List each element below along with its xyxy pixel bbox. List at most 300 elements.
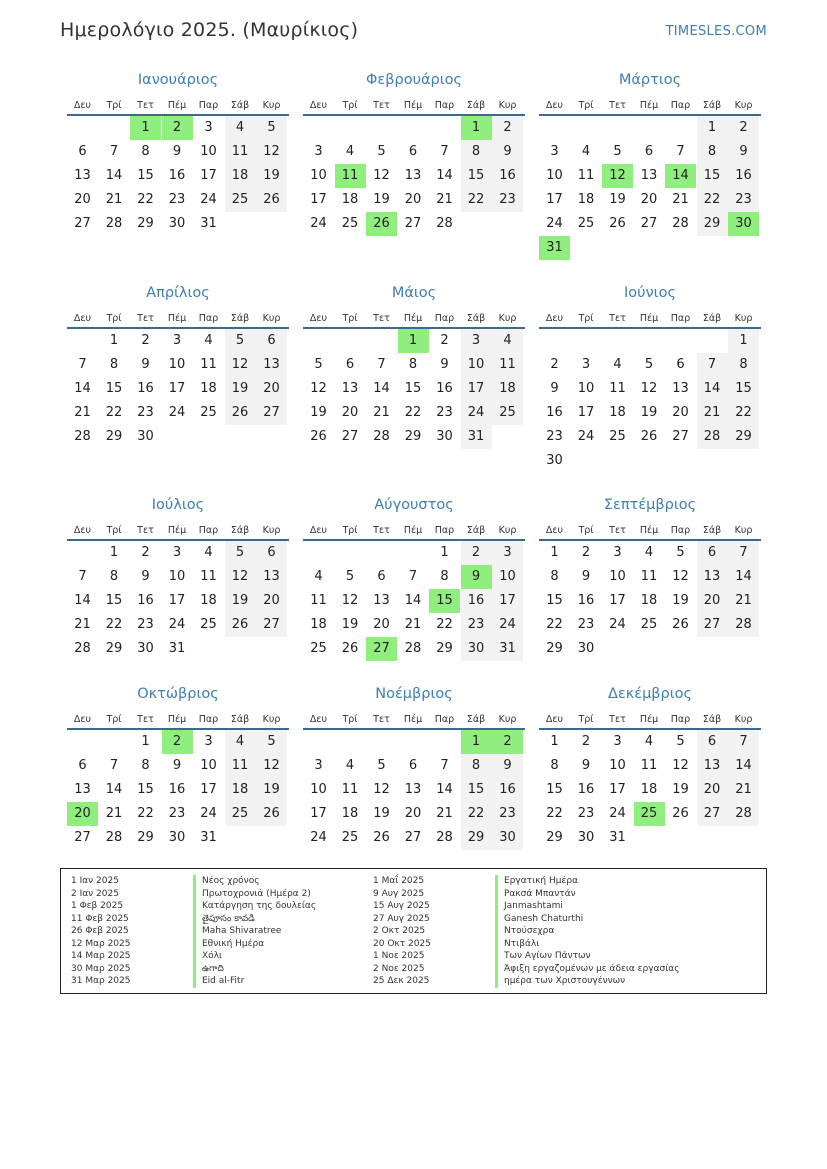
day-cell: 20 — [256, 377, 287, 401]
day-cell: 10 — [461, 353, 492, 377]
weekday-label: Τετ — [609, 714, 626, 725]
day-cell: 14 — [436, 168, 453, 183]
day-cell: 18 — [577, 192, 595, 207]
legend-holiday-name: Νέος χρόνος — [193, 875, 259, 888]
holiday-day-cell: 30 — [728, 212, 759, 236]
day-cell: 18 — [341, 806, 359, 821]
days-grid — [539, 329, 761, 477]
day-cell: 29 — [105, 429, 123, 444]
weekday-label: Τρί — [342, 525, 358, 536]
day-cell: 2 — [141, 333, 150, 348]
day-cell: 27 — [640, 216, 658, 231]
day-cell: 9 — [141, 357, 150, 372]
weekday-header — [539, 100, 761, 116]
day-cell: 23 — [492, 188, 523, 212]
day-cell: 25 — [341, 830, 359, 845]
day-cell: 2 — [581, 734, 591, 749]
day-cell: 11 — [200, 357, 217, 372]
weekday-label: Δευ — [309, 525, 328, 536]
day-cell: 5 — [377, 144, 386, 159]
day-cell: 18 — [341, 192, 359, 207]
legend-holiday-name: Ντούσεχρα — [495, 925, 554, 938]
day-cell: 31 — [200, 830, 217, 845]
weekday-label: Παρ — [434, 714, 455, 725]
day-cell: 28 — [672, 216, 689, 231]
day-cell: 15 — [137, 782, 154, 797]
day-cell: 19 — [609, 192, 626, 207]
day-cell: 8 — [109, 569, 119, 584]
day-cell: 5 — [314, 357, 323, 372]
day-cell: 19 — [256, 164, 287, 188]
day-cell: 18 — [310, 617, 327, 632]
day-cell: 3 — [613, 734, 622, 749]
legend-date: 12 Μαρ 2025 — [71, 938, 131, 949]
day-cell: 3 — [204, 734, 213, 749]
day-cell: 26 — [256, 802, 287, 826]
day-cell: 22 — [546, 617, 563, 632]
day-cell: 26 — [640, 429, 658, 444]
legend-date: 26 Φεβ 2025 — [71, 926, 129, 936]
day-cell: 7 — [109, 758, 119, 773]
day-cell: 9 — [172, 144, 182, 159]
day-cell: 30 — [168, 216, 186, 231]
weekday-label: Τετ — [373, 714, 390, 725]
legend-date: 31 Μαρ 2025 — [71, 976, 131, 986]
day-cell: 4 — [581, 144, 591, 159]
day-cell: 26 — [310, 429, 327, 444]
weekday-label: Πέμ — [639, 313, 659, 324]
day-cell: 13 — [404, 168, 422, 183]
weekday-label: Παρ — [198, 313, 219, 324]
day-cell: 24 — [577, 429, 595, 444]
day-cell: 10 — [310, 168, 327, 183]
day-cell: 14 — [105, 782, 123, 797]
day-cell: 3 — [314, 144, 323, 159]
day-cell: 15 — [105, 593, 123, 608]
day-cell: 11 — [577, 168, 595, 183]
day-cell: 28 — [105, 216, 123, 231]
day-cell: 28 — [728, 613, 759, 637]
month-name: Μάιος — [391, 285, 437, 301]
day-cell: 24 — [546, 216, 563, 231]
day-cell: 15 — [546, 593, 563, 608]
legend-date: 9 Αυγ 2025 — [373, 888, 425, 899]
day-cell: 8 — [728, 353, 759, 377]
weekday-label: Πέμ — [403, 100, 423, 111]
month-name: Ιανουάριος — [137, 72, 219, 88]
day-cell: 28 — [105, 830, 123, 845]
month-name: Ιούλιος — [151, 497, 205, 513]
day-cell: 13 — [697, 565, 728, 589]
day-cell: 18 — [225, 778, 256, 802]
day-cell: 23 — [436, 405, 453, 420]
day-cell: 24 — [492, 613, 523, 637]
weekday-label: Σάβ — [466, 100, 486, 111]
weekday-label: Δευ — [309, 714, 328, 725]
weekday-label: Πέμ — [639, 714, 659, 725]
day-cell: 1 — [440, 545, 449, 560]
day-cell: 2 — [440, 333, 449, 348]
day-cell: 5 — [256, 116, 287, 140]
day-cell: 8 — [141, 144, 150, 159]
day-cell: 8 — [440, 569, 449, 584]
days-grid — [539, 730, 761, 878]
day-cell: 25 — [225, 802, 256, 826]
weekday-label: Κυρ — [734, 714, 753, 725]
weekday-label: Πέμ — [639, 100, 659, 111]
holiday-day-cell: 2 — [162, 116, 193, 140]
day-cell: 29 — [461, 826, 492, 850]
day-cell: 13 — [256, 565, 287, 589]
weekday-label: Σάβ — [466, 525, 486, 536]
weekday-label: Τετ — [137, 100, 154, 111]
weekday-label: Τετ — [137, 714, 154, 725]
day-cell: 10 — [310, 782, 327, 797]
days-grid — [303, 116, 525, 264]
day-cell: 7 — [109, 144, 119, 159]
month-name: Ιούνιος — [624, 285, 676, 301]
weekday-label: Παρ — [670, 313, 691, 324]
day-cell: 21 — [672, 192, 689, 207]
day-cell: 20 — [74, 192, 91, 207]
day-cell: 8 — [550, 569, 559, 584]
weekday-header — [303, 714, 525, 730]
day-cell: 26 — [373, 830, 390, 845]
day-cell: 10 — [200, 758, 217, 773]
day-cell: 6 — [78, 144, 87, 159]
day-cell: 4 — [204, 333, 213, 348]
day-cell: 12 — [225, 565, 256, 589]
holiday-legend — [60, 868, 767, 994]
day-cell: 8 — [461, 754, 492, 778]
day-cell: 27 — [697, 613, 728, 637]
legend-date: 20 Οκτ 2025 — [373, 938, 431, 949]
day-cell: 22 — [105, 405, 123, 420]
day-cell: 7 — [728, 730, 759, 754]
day-cell: 22 — [728, 401, 759, 425]
weekday-label: Σάβ — [466, 714, 486, 725]
day-cell: 29 — [728, 425, 759, 449]
day-cell: 23 — [728, 188, 759, 212]
weekday-label: Τρί — [578, 313, 594, 324]
days-grid — [67, 730, 289, 878]
day-cell: 25 — [200, 405, 217, 420]
day-cell: 4 — [613, 357, 622, 372]
day-cell: 16 — [546, 405, 563, 420]
day-cell: 16 — [436, 381, 453, 396]
weekday-label: Σάβ — [230, 313, 250, 324]
day-cell: 8 — [109, 357, 119, 372]
day-cell: 5 — [225, 541, 256, 565]
day-cell: 12 — [373, 168, 390, 183]
holiday-day-cell: 1 — [461, 116, 492, 140]
day-cell: 6 — [78, 758, 87, 773]
day-cell: 17 — [461, 377, 492, 401]
day-cell: 30 — [546, 453, 563, 468]
day-cell: 21 — [697, 401, 728, 425]
day-cell: 22 — [436, 617, 453, 632]
day-cell: 23 — [492, 802, 523, 826]
weekday-label: Τρί — [106, 313, 122, 324]
day-cell: 16 — [137, 381, 154, 396]
day-cell: 9 — [550, 381, 559, 396]
weekday-header — [67, 714, 289, 730]
holiday-day-cell: 15 — [429, 589, 460, 613]
legend-holiday-name: Κατάργηση της δουλείας — [193, 900, 316, 913]
day-cell: 7 — [440, 144, 449, 159]
month-name: Οκτώβριος — [137, 686, 219, 702]
day-cell: 11 — [310, 593, 327, 608]
legend-holiday-name: తైపూసం కావడి — [193, 913, 255, 926]
day-cell: 4 — [644, 734, 654, 749]
day-cell: 21 — [105, 806, 123, 821]
day-cell: 1 — [697, 116, 728, 140]
day-cell: 29 — [546, 641, 563, 656]
day-cell: 25 — [310, 641, 327, 656]
day-cell: 20 — [697, 589, 728, 613]
day-cell: 10 — [609, 569, 626, 584]
day-cell: 21 — [373, 405, 390, 420]
day-cell: 23 — [577, 806, 595, 821]
weekday-label: Παρ — [198, 714, 219, 725]
legend-holiday-name: Των Αγίων Πάντων — [495, 950, 591, 963]
day-cell: 14 — [697, 377, 728, 401]
day-cell: 9 — [492, 754, 523, 778]
day-cell: 19 — [341, 617, 359, 632]
day-cell: 2 — [728, 116, 759, 140]
holiday-day-cell: 12 — [602, 164, 633, 188]
day-cell: 22 — [546, 806, 563, 821]
weekday-label: Σάβ — [230, 100, 250, 111]
day-cell: 5 — [225, 329, 256, 353]
day-cell: 25 — [640, 617, 658, 632]
day-cell: 1 — [109, 333, 119, 348]
day-cell: 22 — [105, 617, 123, 632]
day-cell: 3 — [613, 545, 622, 560]
day-cell: 12 — [310, 381, 327, 396]
day-cell: 5 — [676, 545, 685, 560]
day-cell: 5 — [644, 357, 654, 372]
day-cell: 3 — [461, 329, 492, 353]
day-cell: 6 — [377, 569, 386, 584]
day-cell: 22 — [697, 188, 728, 212]
page-title: Ημερολόγιο 2025. (Μαυρίκιος) — [60, 19, 359, 41]
day-cell: 14 — [105, 168, 123, 183]
legend-date: 1 Μαΐ 2025 — [373, 876, 425, 886]
day-cell: 1 — [550, 734, 559, 749]
day-cell: 15 — [105, 381, 123, 396]
day-cell: 15 — [546, 782, 563, 797]
day-cell: 23 — [168, 192, 186, 207]
day-cell: 24 — [310, 830, 327, 845]
weekday-label: Τρί — [342, 714, 358, 725]
day-cell: 4 — [644, 545, 654, 560]
day-cell: 6 — [256, 329, 287, 353]
day-cell: 29 — [105, 641, 123, 656]
day-cell: 24 — [609, 806, 626, 821]
weekday-label: Τρί — [342, 313, 358, 324]
day-cell: 7 — [676, 144, 685, 159]
holiday-day-cell: 1 — [130, 116, 161, 140]
weekday-label: Παρ — [198, 100, 219, 111]
day-cell: 21 — [436, 806, 453, 821]
weekday-label: Τετ — [373, 525, 390, 536]
day-cell: 1 — [141, 734, 150, 749]
day-cell: 7 — [78, 569, 87, 584]
weekday-label: Σάβ — [230, 525, 250, 536]
weekday-label: Σάβ — [702, 100, 722, 111]
day-cell: 17 — [200, 168, 217, 183]
day-cell: 17 — [168, 381, 186, 396]
holiday-day-cell: 20 — [67, 802, 98, 826]
day-cell: 16 — [492, 164, 523, 188]
weekday-label: Δευ — [73, 525, 92, 536]
brand-link[interactable]: TIMESLES.COM — [665, 24, 767, 39]
weekday-label: Κυρ — [498, 525, 517, 536]
days-grid — [303, 329, 525, 477]
weekday-label: Κυρ — [262, 525, 281, 536]
day-cell: 2 — [550, 357, 559, 372]
day-cell: 4 — [204, 545, 213, 560]
day-cell: 19 — [373, 192, 390, 207]
day-cell: 27 — [697, 802, 728, 826]
weekday-label: Τετ — [373, 313, 390, 324]
day-cell: 3 — [204, 120, 213, 135]
day-cell: 30 — [436, 429, 453, 444]
day-cell: 1 — [109, 545, 119, 560]
weekday-header — [539, 714, 761, 730]
day-cell: 21 — [404, 617, 422, 632]
weekday-label: Τρί — [106, 525, 122, 536]
day-cell: 3 — [550, 144, 559, 159]
holiday-day-cell: 2 — [162, 730, 193, 754]
day-cell: 13 — [640, 168, 658, 183]
day-cell: 12 — [672, 569, 689, 584]
weekday-label: Κυρ — [734, 100, 753, 111]
day-cell: 2 — [141, 545, 150, 560]
day-cell: 19 — [225, 589, 256, 613]
weekday-label: Κυρ — [498, 313, 517, 324]
day-cell: 27 — [256, 401, 287, 425]
day-cell: 27 — [74, 216, 91, 231]
weekday-label: Τετ — [373, 100, 390, 111]
day-cell: 12 — [672, 758, 689, 773]
day-cell: 30 — [461, 637, 492, 661]
day-cell: 11 — [640, 569, 658, 584]
day-cell: 18 — [640, 593, 658, 608]
weekday-header — [303, 100, 525, 116]
legend-holiday-name: ఉగాది — [193, 963, 224, 976]
holiday-day-cell: 31 — [539, 236, 570, 260]
day-cell: 28 — [74, 429, 91, 444]
day-cell: 14 — [436, 782, 453, 797]
weekday-label: Σάβ — [230, 714, 250, 725]
day-cell: 23 — [137, 617, 154, 632]
day-cell: 6 — [644, 144, 654, 159]
day-cell: 11 — [492, 353, 523, 377]
day-cell: 9 — [581, 569, 591, 584]
day-cell: 10 — [168, 569, 186, 584]
day-cell: 4 — [345, 758, 355, 773]
day-cell: 17 — [200, 782, 217, 797]
day-cell: 16 — [577, 593, 595, 608]
day-cell: 7 — [697, 353, 728, 377]
weekday-label: Σάβ — [702, 714, 722, 725]
weekday-label: Τετ — [137, 525, 154, 536]
day-cell: 13 — [373, 593, 390, 608]
day-cell: 26 — [225, 613, 256, 637]
weekday-label: Κυρ — [498, 100, 517, 111]
holiday-day-cell: 26 — [366, 212, 397, 236]
month-name: Απρίλιος — [146, 285, 210, 301]
weekday-label: Δευ — [545, 525, 564, 536]
day-cell: 11 — [200, 569, 217, 584]
legend-date: 1 Φεβ 2025 — [71, 901, 124, 911]
day-cell: 25 — [225, 188, 256, 212]
legend-date: 1 Ιαν 2025 — [71, 876, 119, 886]
weekday-label: Δευ — [545, 714, 564, 725]
legend-date: 15 Αυγ 2025 — [373, 901, 430, 911]
legend-date: 2 Ιαν 2025 — [71, 888, 119, 899]
day-cell: 20 — [404, 806, 422, 821]
legend-date: 27 Αυγ 2025 — [373, 913, 430, 924]
day-cell: 1 — [550, 545, 559, 560]
day-cell: 15 — [461, 164, 492, 188]
day-cell: 25 — [577, 216, 595, 231]
day-cell: 29 — [546, 830, 563, 845]
day-cell: 20 — [341, 405, 359, 420]
day-cell: 28 — [373, 429, 390, 444]
weekday-label: Δευ — [545, 100, 564, 111]
day-cell: 6 — [697, 541, 728, 565]
day-cell: 15 — [137, 168, 154, 183]
weekday-label: Πέμ — [167, 525, 187, 536]
weekday-label: Τρί — [578, 714, 594, 725]
day-cell: 2 — [461, 541, 492, 565]
day-cell: 30 — [168, 830, 186, 845]
days-grid — [303, 730, 525, 878]
day-cell: 18 — [200, 593, 217, 608]
month-name: Δεκέμβριος — [607, 686, 693, 702]
holiday-day-cell: 11 — [335, 164, 366, 188]
weekday-header — [67, 313, 289, 329]
day-cell: 27 — [672, 429, 689, 444]
day-cell: 19 — [672, 782, 689, 797]
day-cell: 24 — [168, 405, 186, 420]
day-cell: 8 — [408, 357, 418, 372]
legend-holiday-name: Εργατική Ημέρα — [495, 875, 578, 888]
day-cell: 29 — [137, 830, 154, 845]
day-cell: 19 — [310, 405, 327, 420]
legend-holiday-name: Πρωτοχρονιά (Ημέρα 2) — [193, 888, 311, 901]
weekday-label: Πέμ — [403, 525, 423, 536]
day-cell: 16 — [168, 168, 186, 183]
day-cell: 13 — [74, 782, 91, 797]
weekday-label: Παρ — [198, 525, 219, 536]
day-cell: 19 — [373, 806, 390, 821]
weekday-label: Τρί — [106, 100, 122, 111]
day-cell: 21 — [74, 617, 91, 632]
day-cell: 16 — [728, 164, 759, 188]
day-cell: 12 — [373, 782, 390, 797]
legend-date: 2 Νοε 2025 — [373, 963, 425, 974]
day-cell: 22 — [137, 192, 154, 207]
day-cell: 11 — [341, 782, 359, 797]
weekday-label: Δευ — [73, 714, 92, 725]
day-cell: 6 — [345, 357, 355, 372]
day-cell: 16 — [492, 778, 523, 802]
month-name: Νοέμβριος — [375, 686, 453, 702]
